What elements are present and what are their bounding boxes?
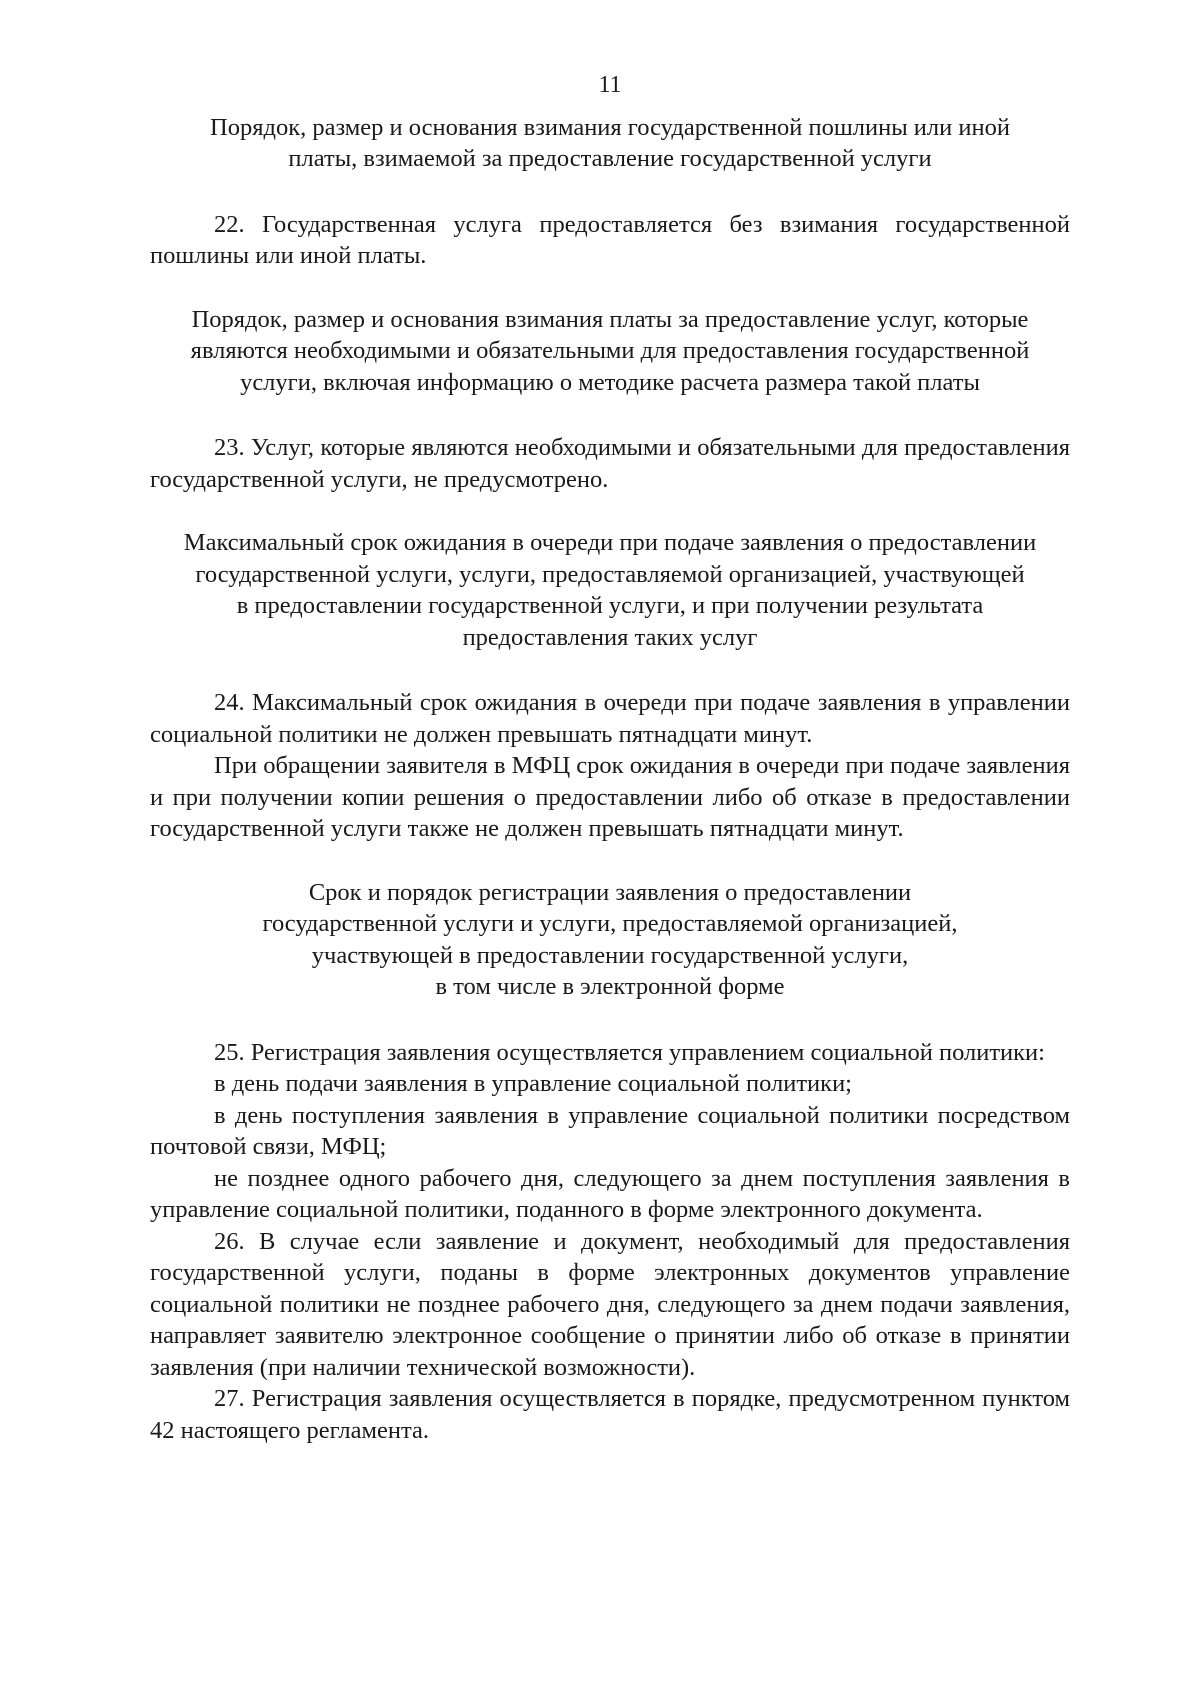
page-number: 11 bbox=[598, 72, 622, 98]
section-heading-registration bbox=[150, 877, 1070, 1003]
section-heading-required-services-fee bbox=[150, 304, 1070, 399]
heading-line: предоставления таких услуг bbox=[462, 623, 758, 651]
heading-line: Максимальный срок ожидания в очереди при подаче заявления о предоставлении bbox=[183, 529, 1037, 556]
heading-line: в предоставлении государственной услуги, и при получении результата bbox=[236, 592, 984, 619]
heading-line: Срок и порядок регистрации заявления о предоставлении bbox=[308, 878, 912, 906]
heading-line: Порядок, размер и основания взимания платы за предоставление услуг, которые bbox=[191, 305, 1029, 333]
paragraph-25: 25. Регистрация заявления осуществляется управлением социальной политики: bbox=[214, 1038, 1045, 1066]
paragraph-23: 23. Услуг, которые являются необходимыми и обязательными для предоставления государственной услуги, не предусмотрено. bbox=[150, 434, 1070, 493]
paragraph-25-item-b: в день поступления заявления в управление социальной политики посредством почтовой связи, МФЦ; bbox=[150, 1101, 1070, 1160]
heading-line: Порядок, размер и основания взимания государственной пошлины или иной bbox=[210, 113, 1010, 141]
paragraph-24-mfc: При обращении заявителя в МФЦ срок ожидания в очереди при подаче заявления и при получении копии решения о предоставлении либо об отказе в предоставлении государственной услуги также не должен превышать пятнадцати минут. bbox=[150, 752, 1070, 842]
heading-line: платы, взимаемой за предоставление государственной услуги bbox=[288, 145, 932, 172]
paragraph-25-item-c: не позднее одного рабочего дня, следующего за днем поступления заявления в управление социальной политики, поданного в форме электронного документа. bbox=[150, 1164, 1070, 1223]
paragraph-24: 24. Максимальный срок ожидания в очереди при подаче заявления в управлении социальной политики не должен превышать пятнадцати минут. bbox=[150, 689, 1070, 748]
heading-line: государственной услуги, услуги, предоставляемой организацией, участвующей bbox=[195, 560, 1025, 588]
section-heading-queue-time bbox=[150, 527, 1070, 653]
document-page bbox=[150, 70, 1070, 1446]
paragraph-25-item-a: в день подачи заявления в управление социальной политики; bbox=[214, 1070, 852, 1097]
heading-line: в том числе в электронной форме bbox=[435, 973, 785, 1000]
paragraph-22: 22. Государственная услуга предоставляется без взимания государственной пошлины или иной платы. bbox=[150, 210, 1070, 269]
heading-line: государственной услуги и услуги, предоставляемой организацией, bbox=[262, 910, 958, 937]
heading-line: услуги, включая информацию о методике расчета размера такой платы bbox=[240, 368, 980, 396]
paragraph-27: 27. Регистрация заявления осуществляется в порядке, предусмотренном пунктом 42 настоящего регламента. bbox=[150, 1385, 1070, 1444]
paragraph-26: 26. В случае если заявление и документ, необходимый для предоставления государственной услуги, поданы в форме электронных документов управление социальной политики не позднее рабочего дня, следующего за днем подачи заявления, направляет заявителю электронное сообщение о принятии либо об отказе в принятии заявления (при наличии технической возможности). bbox=[150, 1227, 1070, 1381]
heading-line: участвующей в предоставлении государственной услуги, bbox=[311, 941, 909, 969]
heading-line: являются необходимыми и обязательными для предоставления государственной bbox=[190, 337, 1030, 364]
section-heading-fee bbox=[150, 112, 1070, 175]
